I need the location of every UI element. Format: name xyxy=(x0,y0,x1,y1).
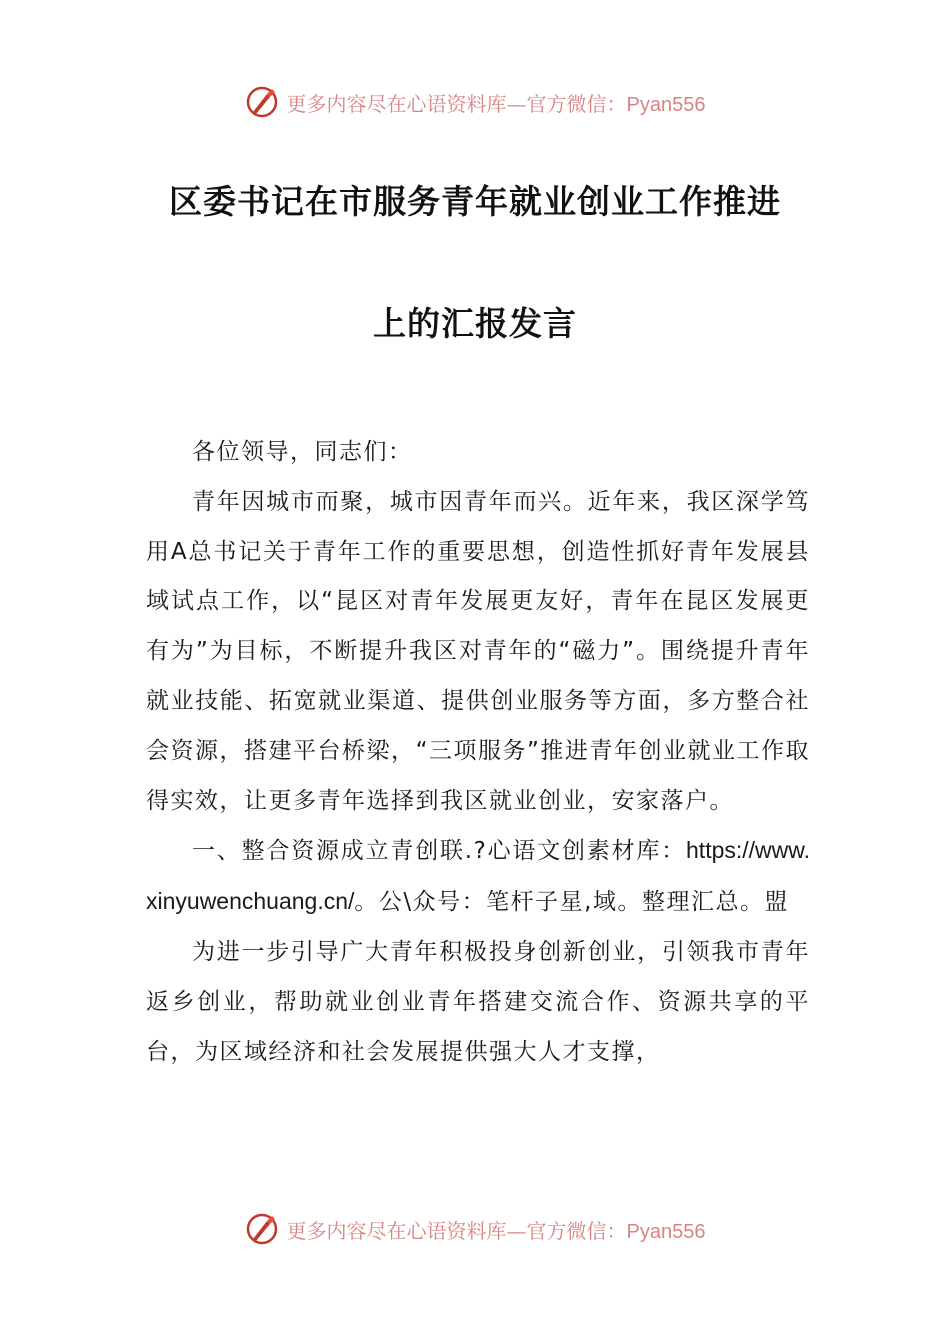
document-body xyxy=(146,428,810,1077)
watermark-text: 更多内容尽在心语资料库—官方微信：Pyan556 xyxy=(286,91,706,116)
salutation: 各位领导，同志们： xyxy=(192,439,413,465)
pen-in-circle-logo-icon xyxy=(245,85,279,119)
paragraph-section-1: 为进一步引导广大青年积极投身创新创业，引领我市青年返乡创业，帮助就业创业青年搭建交流合作、资源共享的平台，为区域经济和社会发展提供强大人才支撑， xyxy=(146,938,810,1065)
paragraph-intro: 青年因城市而聚，城市因青年而兴。近年来，我区深学笃用A总书记关于青年工作的重要思想，创造性抓好青年发展县域试点工作，以“昆区对青年发展更友好，青年在昆区发展更有为”为目标，不断提升我区对青年的“磁力”。围绕提升青年就业技能、拓宽就业渠道、提供创业服务等方面，多方整合社会资源，搭建平台桥梁，“三项服务”推进青年创业就业工作取得实效，让更多青年选择到我区就业创业，安家落户。 xyxy=(146,488,810,814)
pen-in-circle-logo-icon xyxy=(245,1212,279,1246)
header-watermark-banner xyxy=(0,80,950,124)
document-title-line-2: 上的汇报发言 xyxy=(373,304,577,343)
source-url: https://www.xinyuwenchuang.cn/ xyxy=(146,837,810,915)
section-1-heading: 一、整合资源成立青创联.?心语文创素材库：https://www.xinyuwenchuang.cn/。公\众号：笔杆子星,域。整理汇总。盟 xyxy=(146,837,810,916)
document-title-line-1: 区委书记在市服务青年就业创业工作推进 xyxy=(169,182,781,221)
footer-watermark-banner xyxy=(0,1207,950,1251)
watermark-text: 更多内容尽在心语资料库—官方微信：Pyan556 xyxy=(286,1218,706,1243)
